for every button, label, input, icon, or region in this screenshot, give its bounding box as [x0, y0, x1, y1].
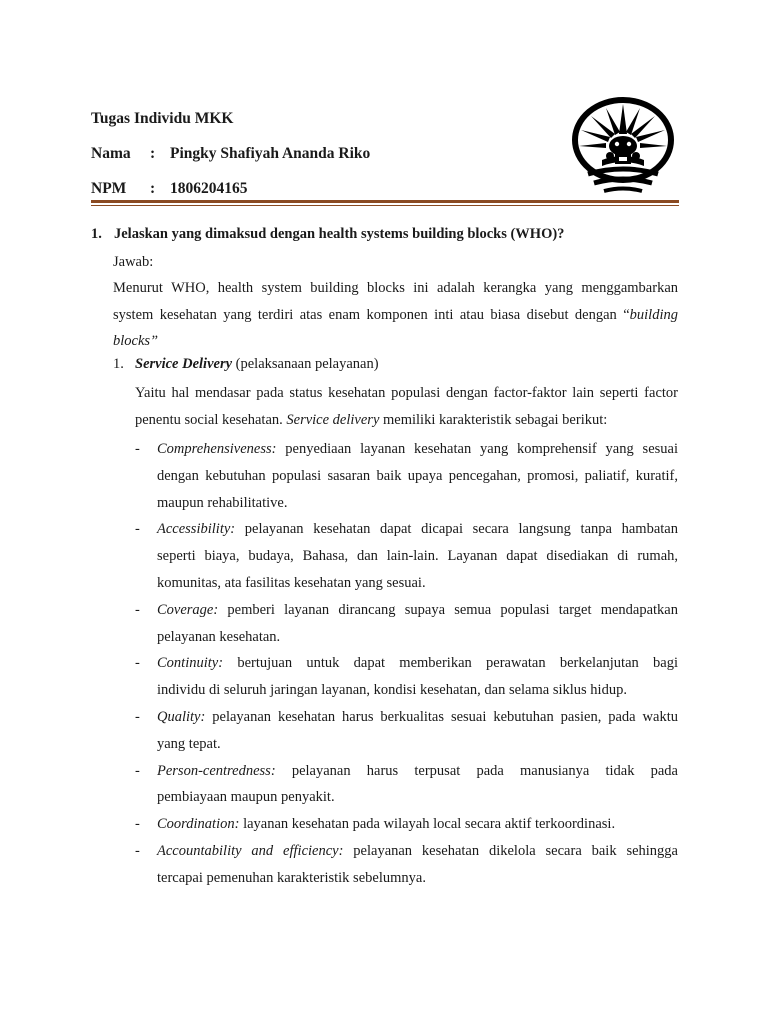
list-item-text: pemberi layanan dirancang supaya semua populasi target mendapatkan	[218, 601, 678, 618]
section-number: 1.	[113, 356, 124, 372]
bullet-dash: -	[135, 762, 140, 779]
list-item-line	[157, 650, 678, 677]
list-item-body	[157, 597, 678, 651]
student-name-row	[91, 145, 370, 163]
list-item-line	[157, 624, 678, 651]
list-item	[135, 516, 678, 596]
list-item	[135, 811, 678, 838]
section-title: Service Delivery	[135, 356, 233, 372]
bullet-dash: -	[135, 655, 140, 672]
list-item-line	[157, 463, 678, 490]
list-item-line	[157, 784, 678, 811]
list-item-text: pembiayaan maupun penyakit.	[157, 789, 335, 806]
list-item-text: layanan kesehatan pada wilayah local secara aktif terkoordinasi.	[239, 816, 616, 833]
bullet-dash: -	[135, 816, 140, 833]
list-item-text: maupun rehabilitative.	[157, 494, 288, 511]
characteristics-list	[135, 436, 678, 892]
list-item-line	[157, 543, 678, 570]
list-item-term: Quality:	[157, 708, 206, 725]
section-description	[135, 380, 678, 433]
section-heading	[135, 356, 379, 373]
list-item-line	[157, 838, 678, 865]
answer-label: Jawab:	[113, 254, 154, 270]
list-item-body	[157, 704, 678, 758]
list-item	[135, 597, 678, 651]
list-item-text: pelayanan kesehatan dapat dicapai secara langsung tanpa hambatan	[235, 521, 678, 538]
assignment-title: Tugas Individu MKK	[91, 110, 234, 127]
bullet-dash: -	[135, 708, 140, 725]
list-item-text: pelayanan kesehatan dikelola secara baik sehingga	[343, 842, 678, 859]
list-item-line	[157, 811, 678, 838]
list-item-body	[157, 758, 678, 812]
list-item-line	[157, 516, 678, 543]
bullet-dash: -	[135, 521, 140, 538]
list-item-term: Continuity:	[157, 655, 224, 672]
description-term: Service delivery	[286, 411, 380, 428]
list-item-body	[157, 516, 678, 596]
npm-label: NPM	[91, 180, 127, 197]
list-item-text: pelayanan kesehatan harus berkualitas sesuai kebutuhan pasien, pada waktu	[205, 708, 678, 725]
list-item-text: tercapai pemenuhan karakteristik sebelumnya.	[157, 869, 426, 886]
list-item	[135, 704, 678, 758]
list-item-body	[157, 650, 678, 704]
list-item-line	[157, 704, 678, 731]
description-text: penentu social kesehatan.	[135, 411, 287, 428]
description-line: Yaitu hal mendasar pada status kesehatan populasi dengan factor-faktor lain seperti factor	[135, 385, 678, 401]
name-colon: :	[150, 145, 156, 162]
list-item-text: yang tepat.	[157, 735, 221, 752]
intro-line: blocks”	[113, 333, 159, 350]
intro-term: building	[629, 306, 678, 323]
header-divider-thick	[91, 200, 679, 203]
answer-intro	[113, 275, 678, 355]
list-item-text: individu di seluruh jaringan layanan, kondisi kesehatan, dan selama siklus hidup.	[157, 682, 627, 699]
list-item-term: Accessibility:	[157, 521, 236, 538]
list-item-term: Coverage:	[157, 601, 219, 618]
list-item-term: Person-centredness:	[157, 762, 276, 779]
list-item-line	[157, 597, 678, 624]
header-divider-thin	[91, 205, 679, 206]
student-npm: 1806204165	[170, 180, 248, 197]
list-item-term: Accountability and efficiency:	[157, 842, 344, 859]
list-item-text: komunitas, ata fasilitas kesehatan yang sesuai.	[157, 574, 426, 591]
question-text: Jelaskan yang dimaksud dengan health systems building blocks (WHO)?	[114, 226, 565, 242]
list-item	[135, 436, 678, 516]
list-item	[135, 758, 678, 812]
bullet-dash: -	[135, 441, 140, 457]
list-item-text: pelayanan kesehatan.	[157, 628, 281, 645]
intro-line	[113, 302, 678, 329]
university-emblem-icon	[566, 94, 680, 198]
list-item-line	[157, 490, 678, 517]
list-item-line	[157, 436, 678, 463]
list-item-line	[157, 865, 678, 892]
list-item-text: penyediaan layanan kesehatan yang komprehensif yang sesuai	[276, 441, 678, 457]
list-item-text: bertujuan untuk dapat memberikan perawatan berkelanjutan bagi	[223, 655, 678, 672]
bullet-dash: -	[135, 601, 140, 618]
intro-line: Menurut WHO, health system building blocks ini adalah kerangka yang menggambarkan	[113, 280, 678, 296]
section-title-note: (pelaksanaan pelayanan)	[232, 356, 379, 372]
student-name: Pingky Shafiyah Ananda Riko	[170, 145, 371, 162]
intro-text: system kesehatan yang terdiri atas enam komponen inti atau biasa disebut dengan “	[113, 306, 630, 323]
list-item-body	[157, 838, 678, 892]
list-item-term: Coordination:	[157, 816, 240, 833]
list-item-line	[157, 731, 678, 758]
list-item	[135, 838, 678, 892]
list-item-line	[157, 758, 678, 785]
description-text: memiliki karakteristik sebagai berikut:	[379, 411, 608, 428]
list-item-text: seperti biaya, budaya, Bahasa, dan lain-lain. Layanan dapat disediakan di rumah,	[157, 548, 678, 565]
name-label: Nama	[91, 145, 131, 162]
list-item	[135, 650, 678, 704]
bullet-dash: -	[135, 842, 140, 859]
student-npm-row	[91, 180, 248, 198]
list-item-body	[157, 436, 678, 516]
question-number: 1.	[91, 226, 102, 242]
list-item-line	[157, 677, 678, 704]
list-item-line	[157, 570, 678, 597]
list-item-body	[157, 811, 678, 838]
npm-colon: :	[150, 180, 156, 197]
list-item-text: dengan kebutuhan populasi sasaran baik upaya pencegahan, promosi, paliatif, kuratif,	[157, 467, 678, 484]
description-line	[135, 407, 678, 434]
list-item-text: pelayanan harus terpusat pada manusianya tidak pada	[275, 762, 678, 779]
list-item-term: Comprehensiveness:	[157, 441, 277, 457]
